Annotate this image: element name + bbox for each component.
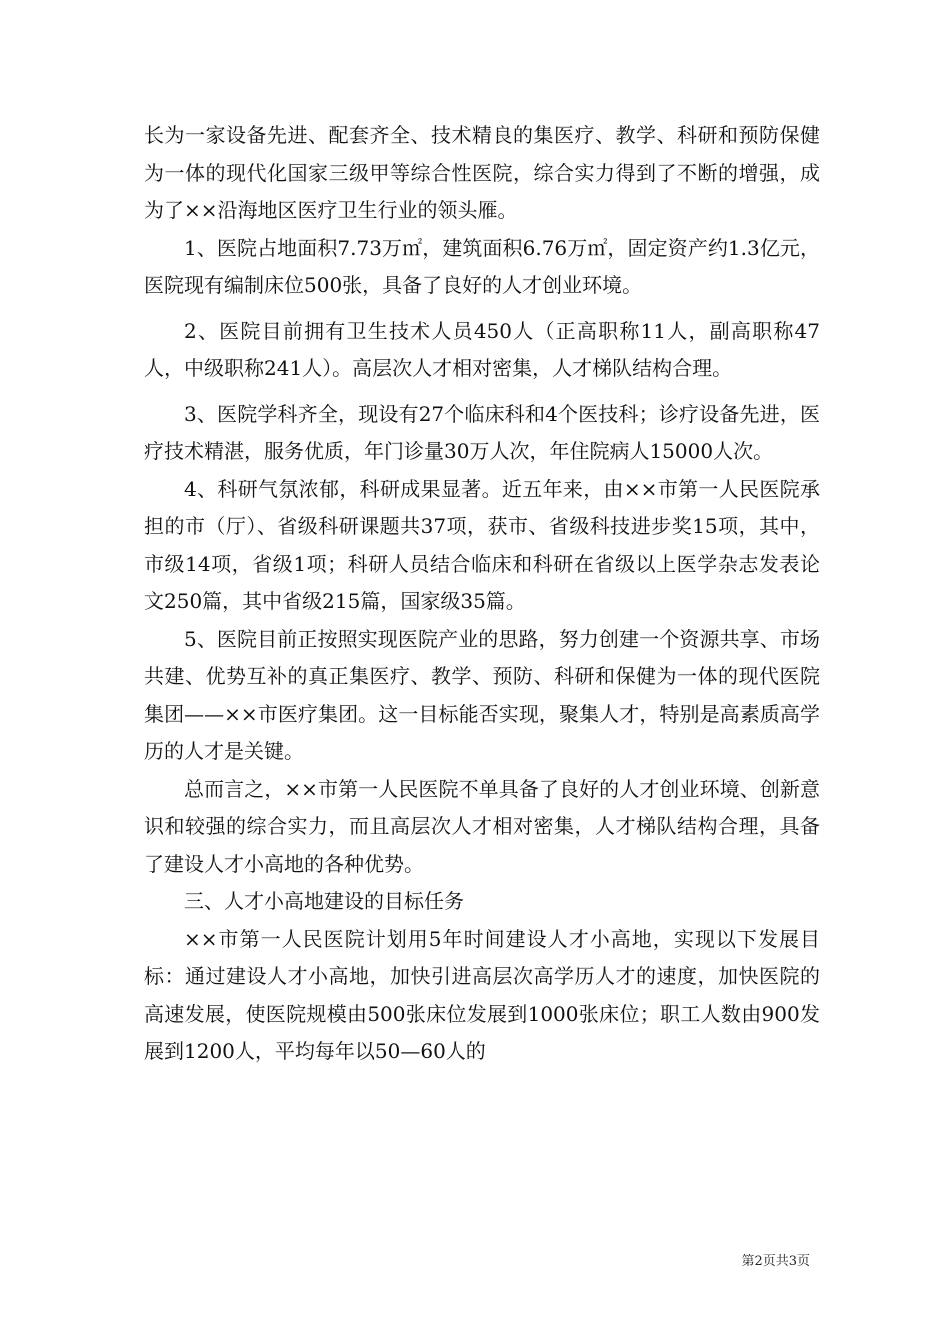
- paragraph-item-4: 4、科研气氛浓郁，科研成果显著。近五年来，由××市第一人民医院承担的市（厅）、省级科研课题共37项，获市、省级科技进步奖15项，其中，市级14项，省级1项；科研人员结合临床和科研在省级以上医学杂志发表论文250篇，其中省级215篇，国家级35篇。: [144, 476, 820, 613]
- page-number: 第2页共3页: [741, 1254, 810, 1269]
- paragraph-item-2: 2、医院目前拥有卫生技术人员450人（正高职称11人，副高职称47人，中级职称241人）。高层次人才相对密集，人才梯队结构合理。: [144, 318, 820, 380]
- paragraph-item-3: 3、医院学科齐全，现设有27个临床科和4个医技科；诊疗设备先进，医疗技术精湛，服务优质，年门诊量30万人次，年住院病人15000人次。: [144, 401, 820, 463]
- paragraph-item-5: 5、医院目前正按照实现医院产业的思路，努力创建一个资源共享、市场共建、优势互补的真正集医疗、教学、预防、科研和保健为一体的现代医院集团——××市医疗集团。这一目标能否实现，聚集人才，特别是高素质高学历的人才是关键。: [144, 626, 820, 763]
- section-heading: 三、人才小高地建设的目标任务: [184, 889, 464, 913]
- paragraph-continuation: 长为一家设备先进、配套齐全、技术精良的集医疗、教学、科研和预防保健为一体的现代化国家三级甲等综合性医院，综合实力得到了不断的增强，成为了××沿海地区医疗卫生行业的领头雁。: [144, 123, 820, 222]
- paragraph-summary: 总而言之，××市第一人民医院不单具备了良好的人才创业环境、创新意识和较强的综合实力，而且高层次人才相对密集，人才梯队结构合理，具备了建设人才小高地的各种优势。: [144, 776, 820, 876]
- document-body: [144, 117, 820, 1071]
- paragraph-item-1: 1、医院占地面积7.73万㎡，建筑面积6.76万㎡，固定资产约1.3亿元，医院现有编制床位500张，具备了良好的人才创业环境。: [144, 235, 820, 297]
- paragraph-goals: ××市第一人民医院计划用5年时间建设人才小高地，实现以下发展目标：通过建设人才小高地，加快引进高层次高学历人才的速度，加快医院的高速发展，使医院规模由500张床位发展到1000张床位；职工人数由900发展到1200人，平均每年以50—60人的: [144, 926, 820, 1063]
